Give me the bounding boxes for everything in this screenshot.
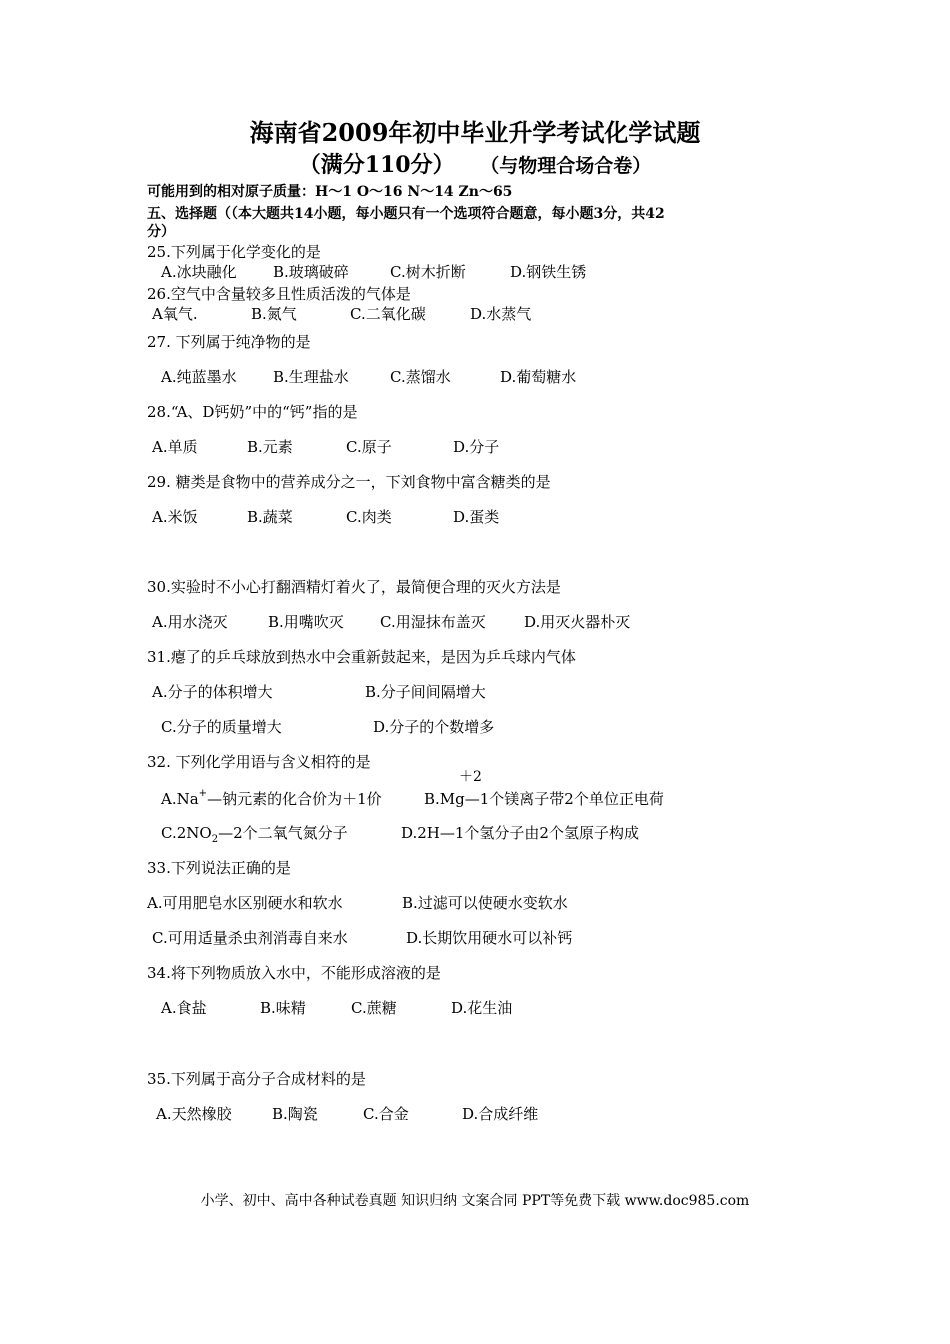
q33-option-b: B.过滤可以使硬水变软水 <box>402 894 568 912</box>
q31-option-a: A.分子的体积增大 <box>152 683 273 701</box>
q25-option-b: B.玻璃破碎 <box>273 263 349 281</box>
q35-option-c: C.合金 <box>363 1105 409 1123</box>
question-26: 26.空气中含量较多且性质活泼的气体是 <box>147 285 411 303</box>
question-28: 28.“A、D钙奶”中的“钙”指的是 <box>147 403 358 421</box>
question-30: 30.实验时不小心打翻酒精灯着火了，最简便合理的灭火方法是 <box>147 578 561 596</box>
q25-option-a: A.冰块融化 <box>161 263 237 281</box>
q33-option-d: D.长期饮用硬水可以补钙 <box>406 929 573 947</box>
full-score: （满分110分） <box>298 152 455 178</box>
q35-option-d: D.合成纤维 <box>462 1105 539 1123</box>
q27-option-d: D.葡萄糖水 <box>500 368 577 386</box>
q32-a-formula: A.Na <box>161 790 199 808</box>
q32-charge-label: ＋2 <box>459 769 482 785</box>
q28-option-a: A.单质 <box>152 438 198 456</box>
q32-option-b: B.Mg—1个镁离子带2个单位正电荷 <box>424 790 664 808</box>
question-32: 32. 下列化学用语与含义相符的是 <box>147 753 371 771</box>
question-25: 25.下列属于化学变化的是 <box>147 243 321 261</box>
q33-option-c: C.可用适量杀虫剂消毒自来水 <box>152 929 348 947</box>
question-34: 34.将下列物质放入水中，不能形成溶液的是 <box>147 964 441 982</box>
q32-a-meaning: —钠元素的化合价为＋1价 <box>207 790 382 808</box>
q26-option-a: A氧气. <box>152 305 198 323</box>
q31-option-b: B.分子间间隔增大 <box>365 683 486 701</box>
q30-option-c: C.用湿抹布盖灭 <box>380 613 486 631</box>
q27-option-b: B.生理盐水 <box>273 368 349 386</box>
q31-option-d: D.分子的个数增多 <box>373 718 495 736</box>
q26-option-d: D.水蒸气 <box>470 305 532 323</box>
q28-option-b: B.元素 <box>247 438 293 456</box>
q31-option-c: C.分子的质量增大 <box>161 718 282 736</box>
q29-option-c: C.肉类 <box>346 508 392 526</box>
q27-option-c: C.蒸馏水 <box>390 368 451 386</box>
question-29: 29. 糖类是食物中的营养成分之一，下刘食物中富含糖类的是 <box>147 473 551 491</box>
q30-option-d: D.用灭火器朴灭 <box>524 613 631 631</box>
question-33: 33.下列说法正确的是 <box>147 859 291 877</box>
section-heading: 五、选择题（（本大题共14小题，每小题只有一个选项符合题意，每小题3分，共42 <box>147 206 665 222</box>
q32-option-a <box>161 790 382 808</box>
q28-option-d: D.分子 <box>453 438 500 456</box>
question-31: 31.瘪了的乒乓球放到热水中会重新鼓起来，是因为乒乓球内气体 <box>147 648 576 666</box>
q26-option-c: C.二氧化碳 <box>350 305 426 323</box>
q30-option-a: A.用水浇灭 <box>152 613 228 631</box>
q25-option-d: D.钢铁生锈 <box>510 263 587 281</box>
exam-subtitle <box>0 150 950 181</box>
q34-option-a: A.食盐 <box>161 999 207 1017</box>
q32-option-c <box>161 824 348 845</box>
q32-option-d: D.2H—1个氢分子由2个氢原子构成 <box>401 824 639 842</box>
q34-option-d: D.花生油 <box>451 999 513 1017</box>
q29-option-d: D.蛋类 <box>453 508 500 526</box>
q29-option-b: B.蔬菜 <box>247 508 293 526</box>
q25-option-c: C.树木折断 <box>390 263 466 281</box>
footer-text: 小学、初中、高中各种试卷真题 知识归纳 文案合同 PPT等免费下载 www.doc985.com <box>200 1193 750 1209</box>
q34-option-b: B.味精 <box>260 999 306 1017</box>
exam-note: （与物理合场合卷） <box>480 155 652 177</box>
q26-option-b: B.氮气 <box>251 305 297 323</box>
question-27: 27. 下列属于纯净物的是 <box>147 333 311 351</box>
q29-option-a: A.米饭 <box>152 508 198 526</box>
section-heading-cont: 分） <box>147 224 175 240</box>
q32-c-meaning: —2个二氧气氮分子 <box>218 824 348 842</box>
atomic-masses: 可能用到的相对原子质量：H～1 O～16 N～14 Zn～65 <box>147 184 513 200</box>
exam-title: 海南省2009年初中毕业升学考试化学试题 <box>249 118 701 147</box>
q30-option-b: B.用嘴吹灭 <box>268 613 344 631</box>
q32-c-formula: C.2NO <box>161 824 212 842</box>
q35-option-a: A.天然橡胶 <box>156 1105 232 1123</box>
q35-option-b: B.陶瓷 <box>272 1105 318 1123</box>
q34-option-c: C.蔗糖 <box>351 999 397 1017</box>
question-35: 35.下列属于高分子合成材料的是 <box>147 1070 366 1088</box>
q32-c-subscript: 2 <box>211 834 219 845</box>
q32-a-superscript: + <box>198 788 208 799</box>
q33-option-a: A.可用肥皂水区别硬水和软水 <box>147 894 343 912</box>
q28-option-c: C.原子 <box>346 438 392 456</box>
q27-option-a: A.纯蓝墨水 <box>161 368 237 386</box>
